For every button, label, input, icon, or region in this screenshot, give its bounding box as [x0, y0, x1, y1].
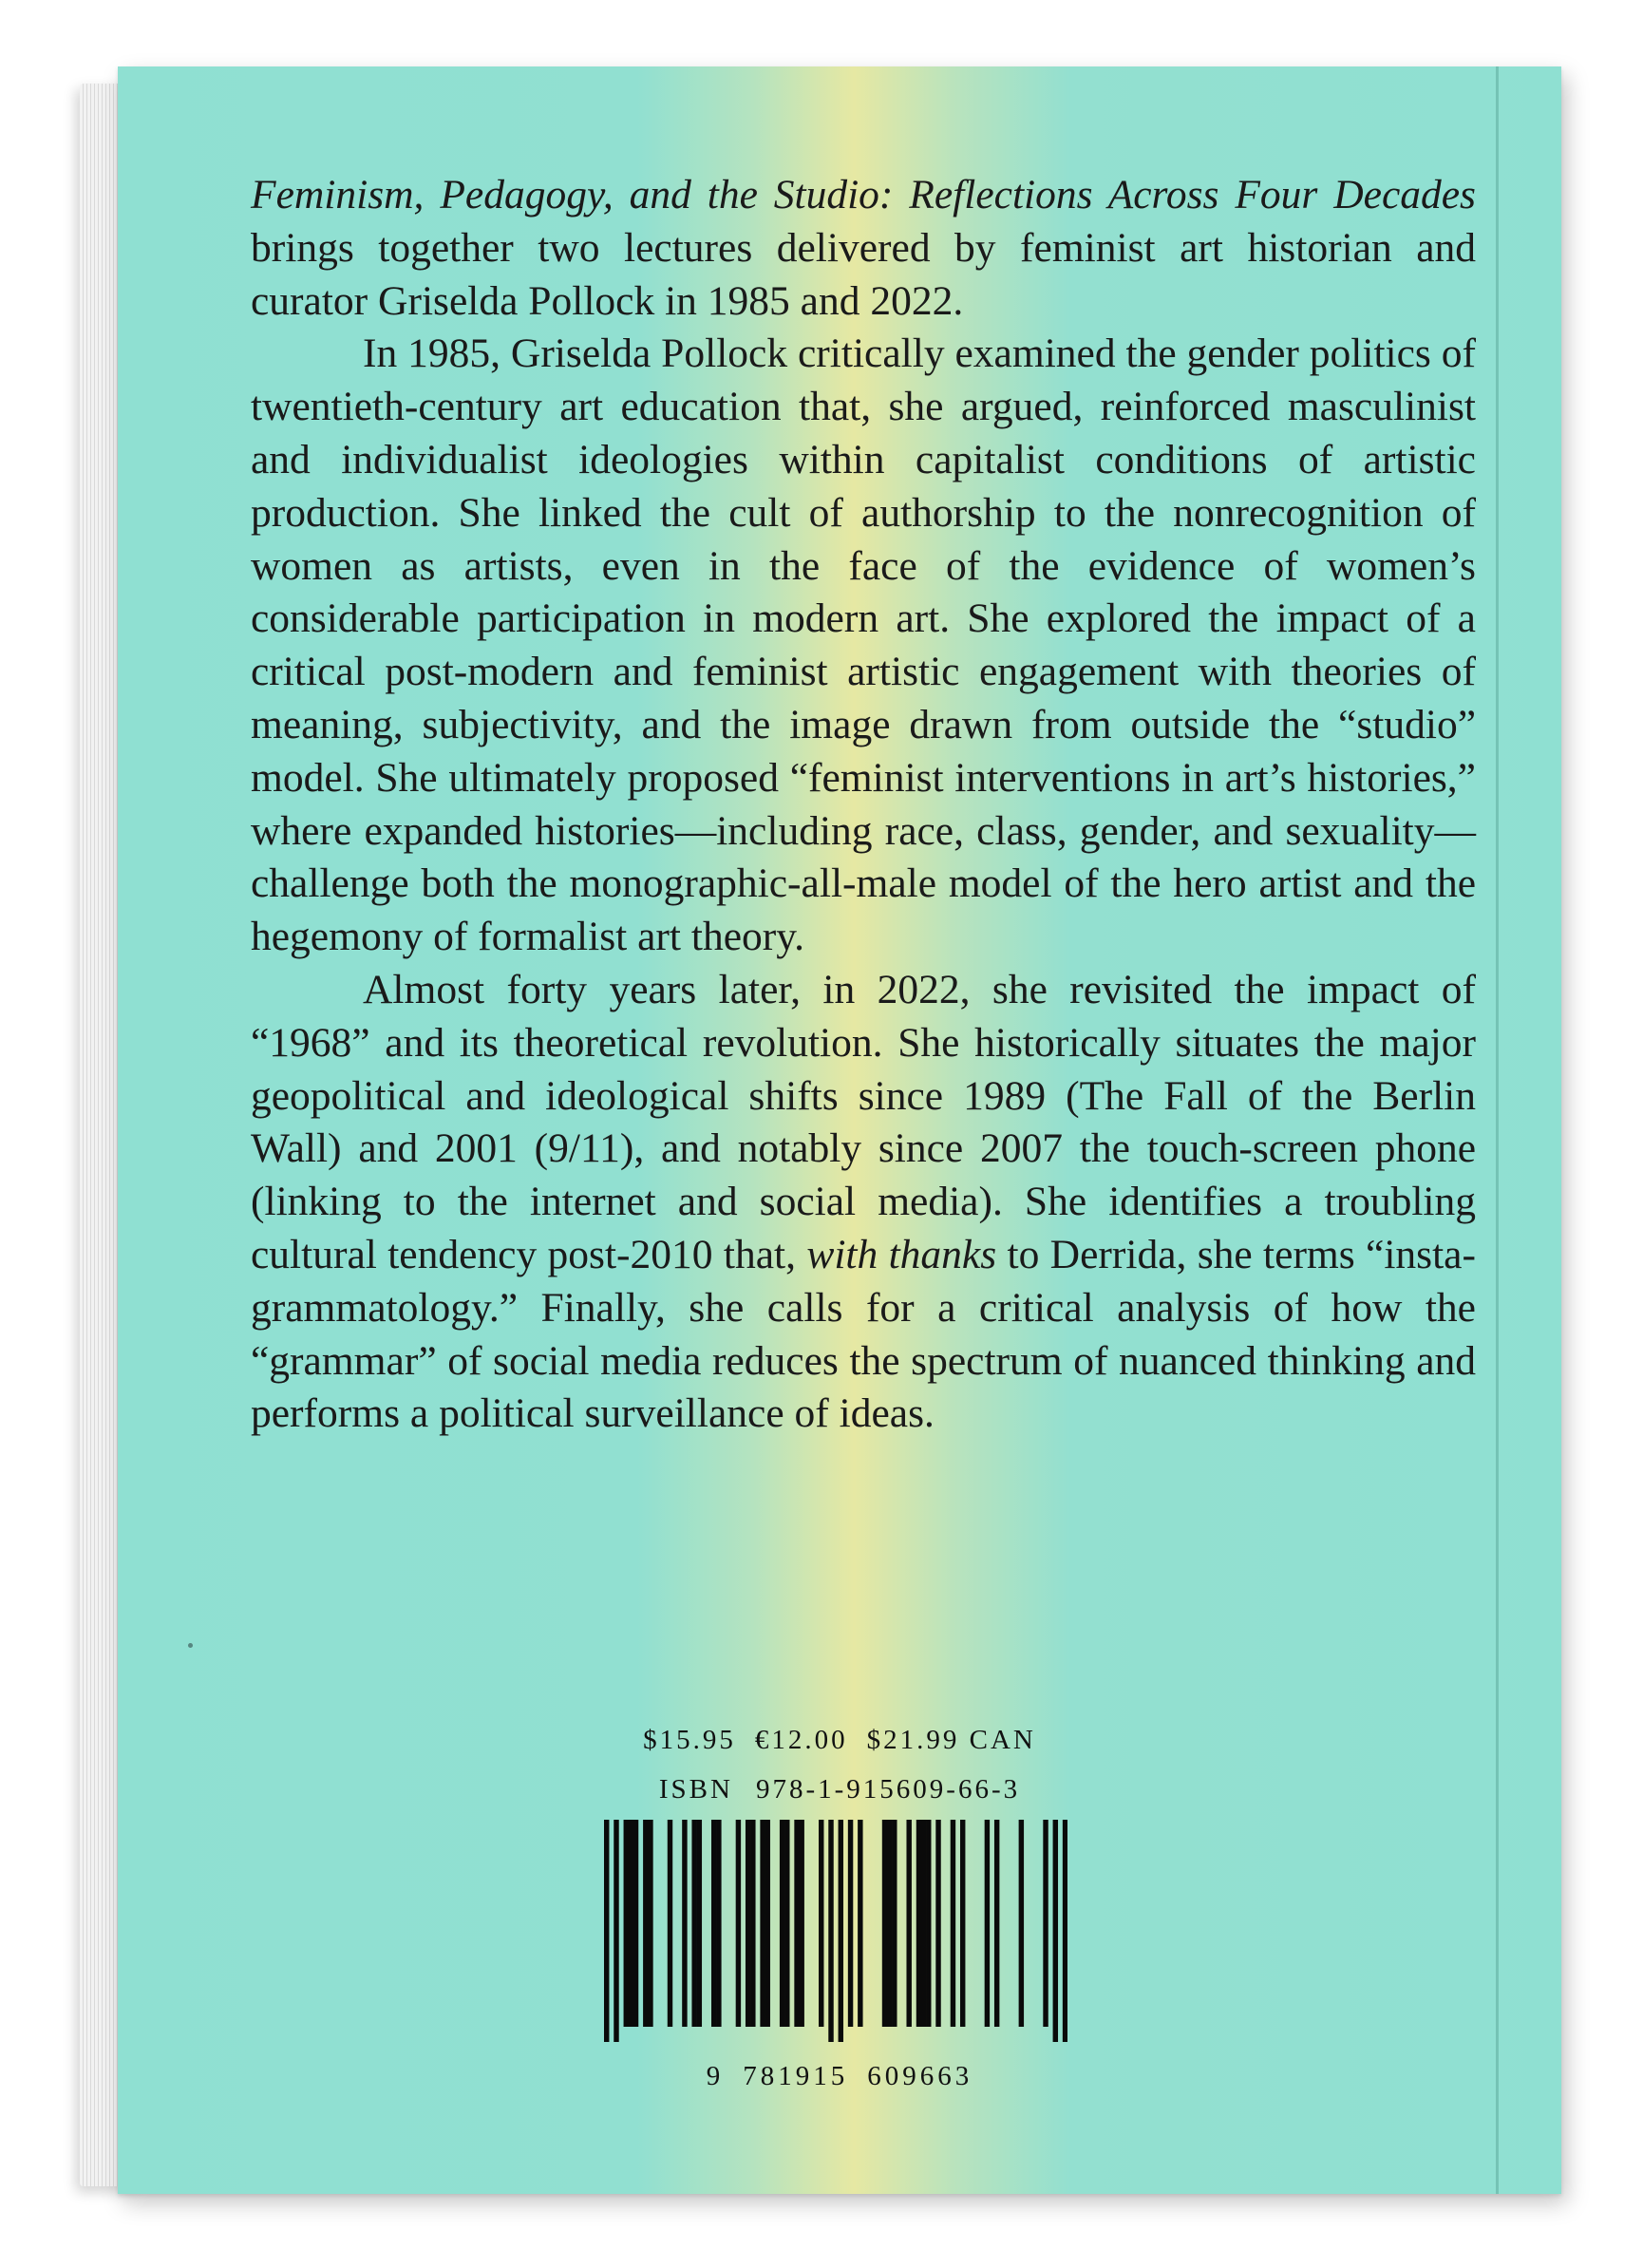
- barcode-bar: [858, 1820, 862, 2027]
- barcode-bar: [711, 1820, 716, 2027]
- barcode-bar: [682, 1820, 687, 2027]
- blurb-emphasis: with thanks: [806, 1231, 997, 1277]
- barcode-bar: [1053, 1820, 1058, 2042]
- barcode-bar: [697, 1820, 702, 2027]
- blurb-text: [251, 169, 1476, 1441]
- blurb-paragraph-2: In 1985, Griselda Pollock critically examined the gender politics of twentieth-century art education that, she argued, reinforced masculinist and individualist ideologies within capitalist conditions of artistic production. She linked the cult of authorship to the nonrecognition of women as artists, even in the face of the evidence of women’s considerable participation in modern art. She explored the impact of a critical post-modern and feminist artistic engagement with theories of meaning, subjectivity, and the image drawn from outside the “studio” model. She ultimately proposed “feminist interventions in art’s histories,” where expanded histories—including race, class, gender, and sexuality—challenge both the monographic-all-male model of the hero artist and the hegemony of formalist art theory.: [251, 331, 1476, 960]
- barcode-bar: [985, 1820, 990, 2027]
- price-can: $21.99 CAN: [866, 1725, 1036, 1755]
- barcode-bar: [765, 1820, 770, 2027]
- barcode-bar: [960, 1820, 965, 2027]
- barcode-bar: [614, 1820, 618, 2042]
- isbn-line: [118, 1774, 1561, 1805]
- barcode-bar: [819, 1820, 823, 2027]
- book-back-cover: [118, 66, 1561, 2194]
- blurb-paragraph-3-text-b: to Derrida, she terms “insta-grammatology.” Finally, she calls for a critical analysis of how the “grammar” of social media reduces the spectrum of nuanced thinking and performs a political surveillance of ideas.: [251, 1231, 1476, 1437]
- blurb-paragraph-1-text: brings together two lectures delivered by feminist art historian and curator Griselda Pollock in 1985 and 2022.: [251, 224, 1476, 324]
- barcode-digits-right: 609663: [867, 2061, 973, 2091]
- barcode-bar: [716, 1820, 721, 2027]
- barcode-digit-first: 9: [706, 2061, 725, 2091]
- barcode-bar: [746, 1820, 750, 2027]
- barcode-bar: [828, 1820, 833, 2042]
- price-usd: $15.95: [643, 1725, 736, 1755]
- barcode-digits-left: 781915: [743, 2061, 849, 2091]
- price-line: [118, 1725, 1561, 1756]
- barcode-bar: [794, 1820, 799, 2027]
- book-title: Feminism, Pedagogy, and the Studio: Reflections Across Four Decades: [251, 172, 1476, 217]
- barcode-bar: [760, 1820, 765, 2027]
- price-eur: €12.00: [754, 1725, 848, 1755]
- barcode-bar: [648, 1820, 652, 2027]
- barcode-bar: [1063, 1820, 1067, 2042]
- barcode-bar: [604, 1820, 609, 2042]
- barcode-bar: [1019, 1820, 1024, 2027]
- isbn-number: 978-1-915609-66-3: [755, 1774, 1021, 1805]
- barcode-bar: [906, 1820, 911, 2027]
- barcode-bar: [784, 1820, 789, 2027]
- barcode-bar: [916, 1820, 921, 2027]
- barcode-bar: [750, 1820, 755, 2027]
- barcode-bar: [691, 1820, 696, 2027]
- blurb-paragraph-1: [251, 169, 1476, 328]
- barcode-bar: [1043, 1820, 1048, 2027]
- blurb-paragraph-3-text-a: Almost forty years later, in 2022, she revisited the impact of “1968” and its theoretical revolution. She historically situates the major geopolitical and ideological shifts since 1989 (The Fall of the Berlin Wall) and 2001 (9/11), and notably since 2007 the touch-screen phone (linking to the internet and social media). She identifies a troubling cultural tendency post-2010 that,: [251, 966, 1476, 1277]
- barcode-bar: [848, 1820, 853, 2027]
- barcode-bar: [951, 1820, 955, 2027]
- barcode-bar: [643, 1820, 648, 2027]
- barcode-bar: [887, 1820, 892, 2027]
- isbn-label: ISBN: [658, 1774, 733, 1805]
- barcode-bar: [736, 1820, 741, 2027]
- barcode-bar: [926, 1820, 931, 2027]
- blurb-paragraph-3: [251, 964, 1476, 1441]
- barcode-bar: [780, 1820, 784, 2027]
- barcode-bar: [882, 1820, 887, 2027]
- barcode-bar: [799, 1820, 803, 2027]
- barcode-bar: [633, 1820, 638, 2027]
- barcode: [604, 1820, 1067, 2042]
- barcode-bar: [839, 1820, 843, 2042]
- paper-speck: [188, 1643, 193, 1648]
- barcode-bar: [935, 1820, 940, 2027]
- barcode-bar: [624, 1820, 629, 2027]
- barcode-bar: [629, 1820, 633, 2027]
- barcode-bar: [994, 1820, 999, 2027]
- barcode-digits: [118, 2061, 1561, 2092]
- barcode-bar: [892, 1820, 897, 2027]
- barcode-bar: [668, 1820, 672, 2027]
- barcode-bar: [921, 1820, 926, 2027]
